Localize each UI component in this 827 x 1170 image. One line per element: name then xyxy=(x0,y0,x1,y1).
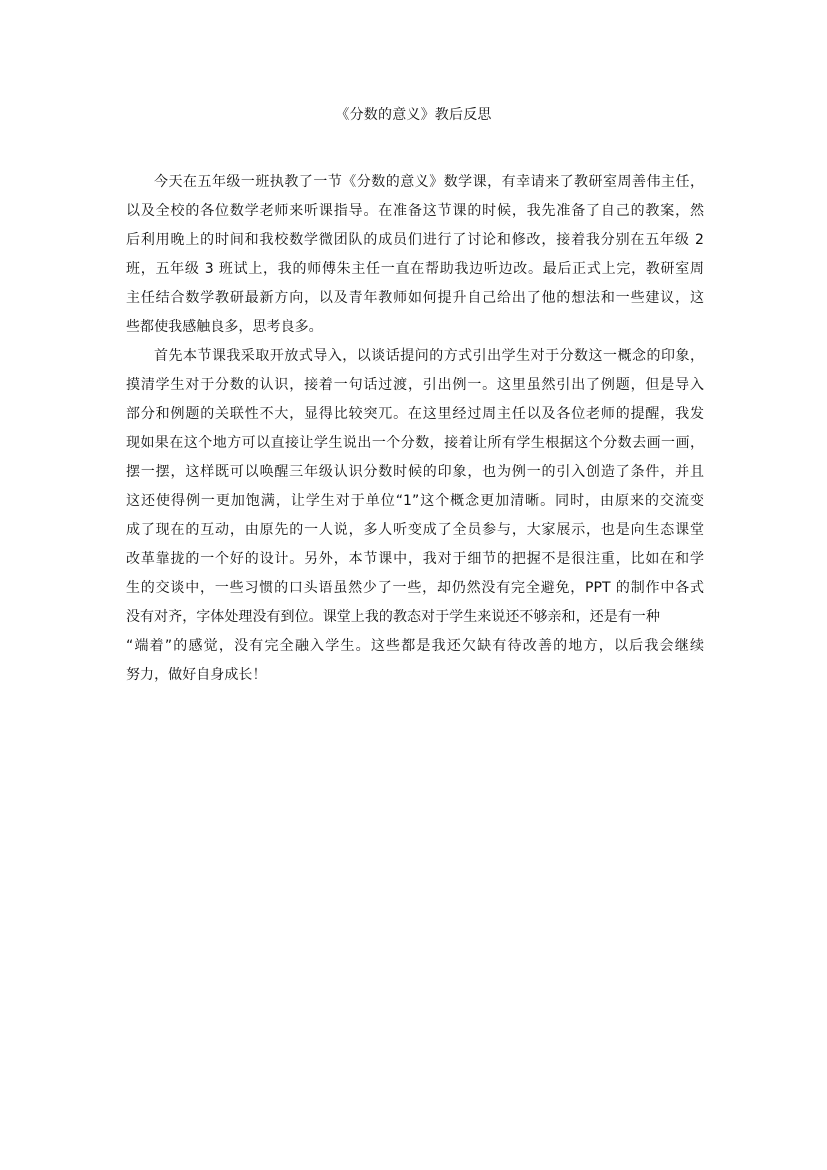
paragraph-2-line-12: 努力，做好自身成长！ xyxy=(126,667,267,683)
paragraph-2-line-5: 摆一摆，这样既可以唤醒三年级认识分数时候的印象，也为例一的引入创造了条件，并且 xyxy=(126,464,704,480)
paragraph-2-line-6: 这还使得例一更加饱满，让学生对于单位“1”这个概念更加清晰。同时，由原来的交流变 xyxy=(126,493,704,509)
paragraph-2-line-4: 现如果在这个地方可以直接让学生说出一个分数，接着让所有学生根据这个分数去画一画， xyxy=(126,435,704,451)
paragraph-1-line-6: 些都使我感触良多，思考良多。 xyxy=(126,319,323,335)
paragraph-2-line-2: 摸清学生对于分数的认识，接着一句话过渡，引出例一。这里虽然引出了例题，但是导入 xyxy=(126,377,704,393)
paragraph-1-line-1: 今天在五年级一班执教了一节《分数的意义》数学课，有幸请来了教研室周善伟主任， xyxy=(154,174,704,190)
paragraph-1-line-4: 班，五年级 3 班试上，我的师傅朱主任一直在帮助我边听边改。最后正式上完，教研室周 xyxy=(126,261,704,277)
document-body xyxy=(126,168,704,690)
paragraph-1-line-5: 主任结合数学教研最新方向，以及青年教师如何提升自己给出了他的想法和一些建议，这 xyxy=(126,290,704,306)
paragraph-1-line-2: 以及全校的各位数学老师来听课指导。在准备这节课的时候，我先准备了自己的教案，然 xyxy=(126,203,704,219)
paragraph-2-line-3: 部分和例题的关联性不大，显得比较突兀。在这里经过周主任以及各位老师的提醒，我发 xyxy=(126,406,704,422)
paragraph-2-line-1: 首先本节课我采取开放式导入，以谈话提问的方式引出学生对于分数这一概念的印象， xyxy=(154,348,704,364)
document-title: 《分数的意义》教后反思 xyxy=(335,107,492,123)
paragraph-1-line-3: 后利用晚上的时间和我校数学微团队的成员们进行了讨论和修改，接着我分别在五年级 2 xyxy=(126,232,704,248)
paragraph-2-line-7: 成了现在的互动，由原先的一人说，多人听变成了全员参与，大家展示，也是向生态课堂 xyxy=(126,522,704,538)
paragraph-2-line-9: 生的交谈中，一些习惯的口头语虽然少了一些，却仍然没有完全避免，PPT 的制作中各式 xyxy=(126,580,704,596)
paragraph-2-line-10: 没有对齐，字体处理没有到位。课堂上我的教态对于学生来说还不够亲和，还是有一种 xyxy=(126,609,660,625)
paragraph-2-line-8: 改革靠拢的一个好的设计。另外，本节课中，我对于细节的把握不是很注重，比如在和学 xyxy=(126,551,704,567)
paragraph-2-line-11: “端着”的感觉，没有完全融入学生。这些都是我还欠缺有待改善的地方，以后我会继续 xyxy=(126,638,704,654)
